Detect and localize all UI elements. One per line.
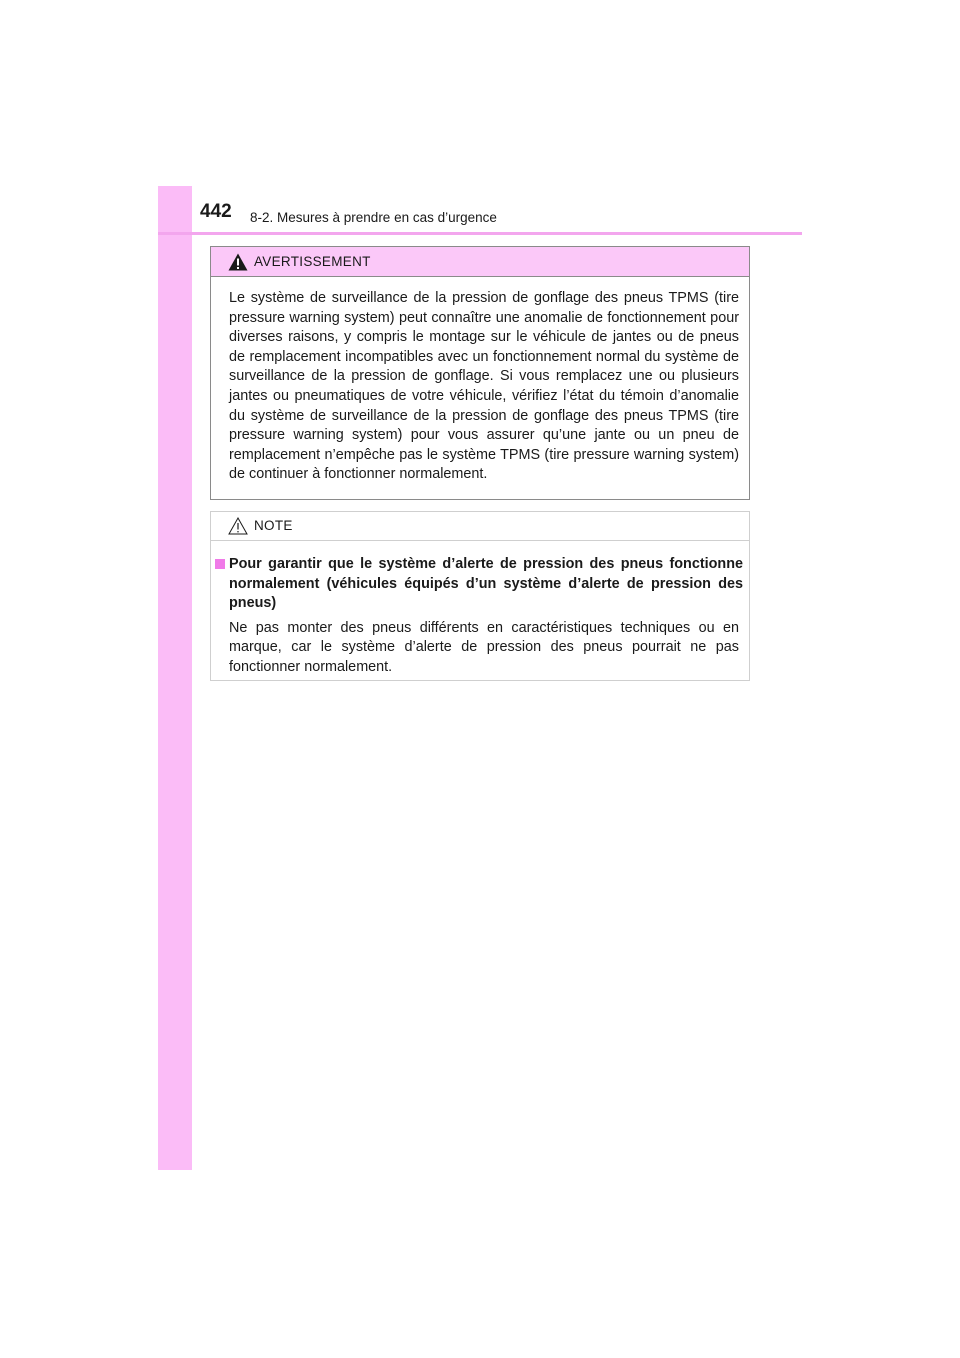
warning-title: AVERTISSEMENT	[254, 254, 371, 269]
warning-text: Le système de surveillance de la pression de gonflage des pneus TPMS (tire pressure warning system) peut connaître une anomalie de fonctionnement pour diverses raisons, y compris le montage sur le véhicule de jantes ou de pneus de remplacement incompatibles avec un fonctionnement normal du système de surveillance de la pression de gonflage. Si vous remplacez une ou plusieurs jantes ou pneumatiques de votre véhicule, vérifiez l’état du témoin d’anomalie du système de surveillance de la pression de gonflage des pneus TPMS (tire pressure warning system) pour vous assurer qu’une jante ou un pneu de remplacement n’empêche pas le système TPMS (tire pressure warning system) de continuer à fonctionner normalement.	[229, 290, 739, 483]
square-bullet-icon	[215, 559, 225, 569]
side-tab-band	[158, 186, 192, 1170]
caution-triangle-outline-icon	[228, 517, 248, 535]
warning-header	[211, 247, 749, 277]
note-title: NOTE	[254, 518, 293, 533]
section-title: 8-2. Mesures à prendre en cas d’urgence	[250, 210, 497, 225]
note-box	[210, 511, 750, 681]
warning-triangle-icon	[228, 253, 248, 271]
note-heading	[215, 555, 743, 614]
note-heading-text: Pour garantir que le système d’alerte de pression des pneus fonctionne normalement (véhicules équipés d’un système d’alerte de pression des pneus)	[229, 556, 743, 612]
note-header	[211, 512, 749, 541]
warning-box	[210, 246, 750, 500]
header-rule	[158, 232, 802, 235]
page-number: 442	[200, 201, 232, 222]
note-text: Ne pas monter des pneus différents en caractéristiques techniques ou en marque, car le système d’alerte de pression des pneus pourrait ne pas fonctionner normalement.	[229, 619, 739, 675]
